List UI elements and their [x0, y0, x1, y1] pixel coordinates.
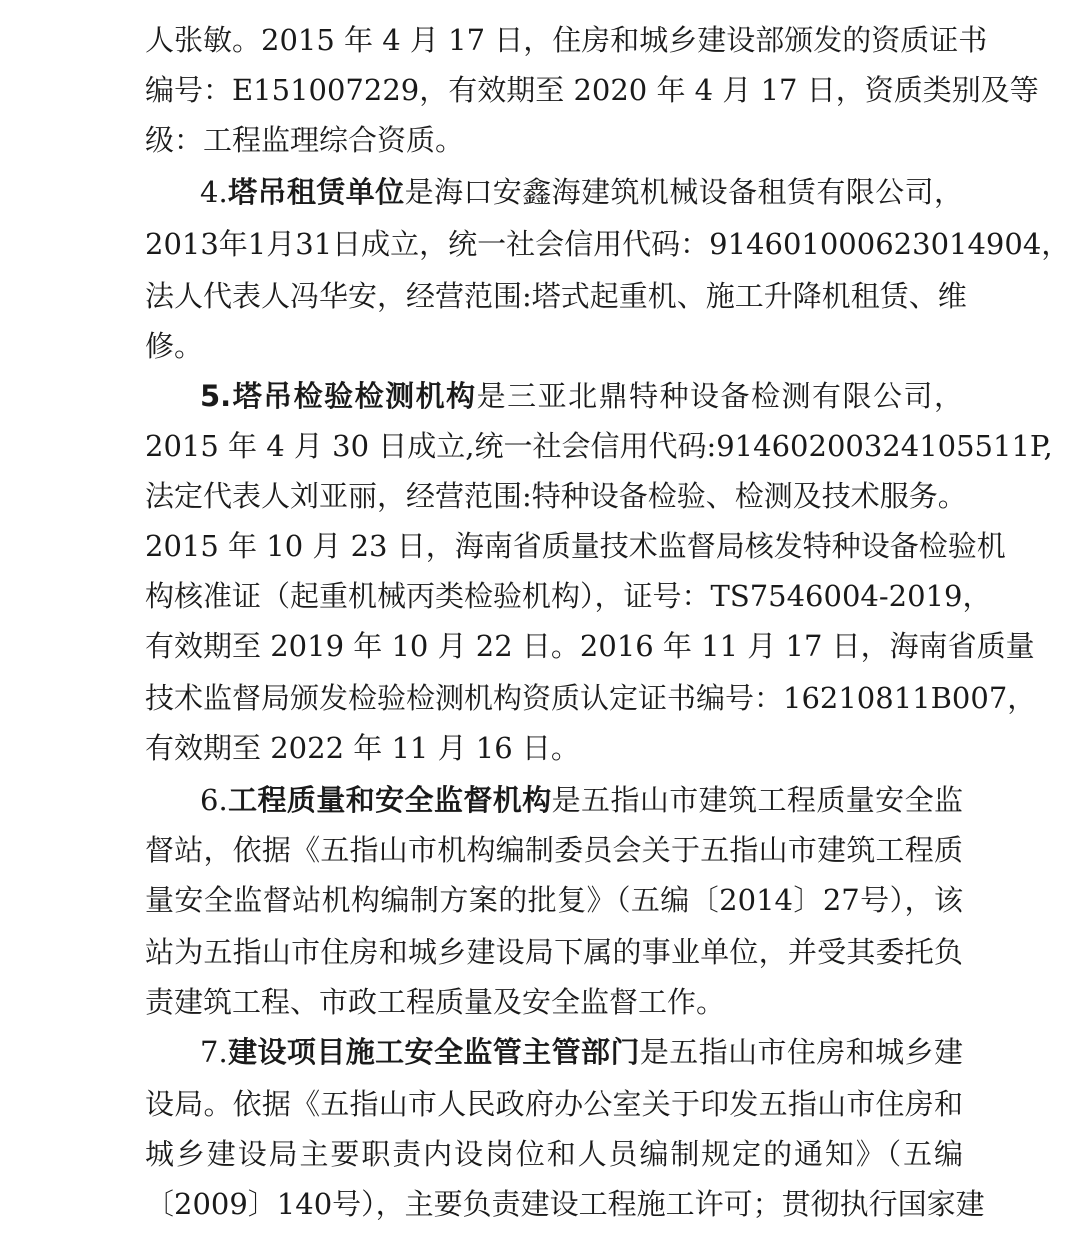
- text-line: 法人代表人冯华安，经营范围:塔式起重机、施工升降机租赁、维: [145, 279, 967, 313]
- text-line: 构核准证（起重机械丙类检验机构），证号：TS7546004-2019，: [145, 579, 992, 613]
- item-number: 5.: [200, 379, 232, 413]
- text-line: 2013年1月31日成立，统一社会信用代码：914601000623014904，: [145, 227, 1071, 261]
- item-number: 6.: [200, 783, 228, 817]
- text-line: 督站，依据《五指山市机构编制委员会关于五指山市建筑工程质: [145, 833, 963, 867]
- item-heading: 建设项目施工安全监管主管部门: [227, 1035, 640, 1069]
- text-line: 编号：E151007229，有效期至 2020 年 4 月 17 日，资质类别及等: [145, 73, 1039, 107]
- item-heading: 工程质量和安全监督机构: [227, 783, 552, 817]
- item-heading: 塔吊租赁单位: [227, 175, 405, 209]
- item-lead-text: 是海口安鑫海建筑机械设备租赁有限公司，: [404, 175, 963, 209]
- item-heading: 塔吊检验检测机构: [231, 379, 477, 413]
- text-line: 技术监督局颁发检验检测机构资质认定证书编号：16210811B007，: [145, 681, 1037, 715]
- text-line: 站为五指山市住房和城乡建设局下属的事业单位，并受其委托负: [145, 935, 963, 969]
- text-line: 2015 年 4 月 30 日成立,统一社会信用代码:91460200324105511P,: [145, 429, 1053, 463]
- text-line: 设局。依据《五指山市人民政府办公室关于印发五指山市住房和: [145, 1087, 963, 1121]
- text-line: 量安全监督站机构编制方案的批复》（五编〔2014〕27号），该: [145, 883, 963, 917]
- text-line: 修。: [145, 329, 204, 363]
- text-line: 有效期至 2019 年 10 月 22 日。2016 年 11 月 17 日，海南省质量: [145, 629, 1035, 663]
- text-line: 有效期至 2022 年 11 月 16 日。: [145, 731, 580, 765]
- paragraph-item-4-first-line: [200, 166, 963, 218]
- paragraph-item-7-first-line: [200, 1026, 963, 1078]
- text-line: 法定代表人刘亚丽，经营范围:特种设备检验、检测及技术服务。: [145, 479, 967, 513]
- item-lead-text: 是三亚北鼎特种设备检测有限公司，: [476, 379, 963, 413]
- text-line: 2015 年 10 月 23 日，海南省质量技术监督局核发特种设备检验机: [145, 529, 1006, 563]
- item-number: 4.: [200, 175, 228, 209]
- item-lead-text: 是五指山市建筑工程质量安全监: [551, 783, 963, 817]
- paragraph-item-5-first-line: [200, 370, 963, 422]
- text-line: 责建筑工程、市政工程质量及安全监督工作。: [145, 985, 726, 1019]
- item-lead-text: 是五指山市住房和城乡建: [639, 1035, 963, 1069]
- text-line: 人张敏。2015 年 4 月 17 日，住房和城乡建设部颁发的资质证书: [145, 23, 988, 57]
- item-number: 7.: [200, 1035, 228, 1069]
- text-line: 级：工程监理综合资质。: [145, 123, 465, 157]
- paragraph-item-6-first-line: [200, 774, 963, 826]
- text-line: 城乡建设局主要职责内设岗位和人员编制规定的通知》（五编: [145, 1137, 963, 1171]
- text-line: 〔2009〕140号），主要负责建设工程施工许可；贯彻执行国家建: [145, 1187, 985, 1221]
